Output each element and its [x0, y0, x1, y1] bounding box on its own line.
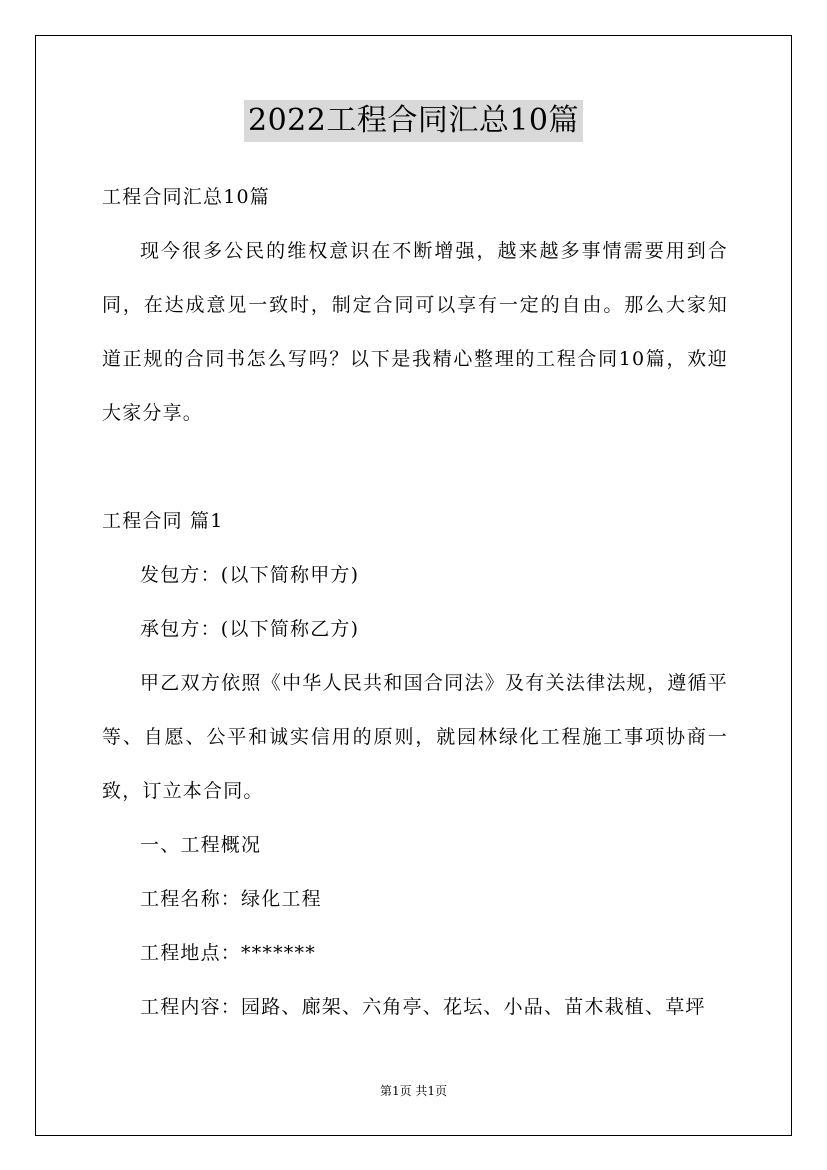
project-name-line: 工程名称：绿化工程 — [140, 888, 322, 910]
page-footer — [0, 1083, 827, 1099]
document-title: 2022工程合同汇总10篇 — [244, 100, 583, 142]
overview-heading: 一、工程概况 — [140, 834, 262, 856]
intro-paragraph: 现今很多公民的维权意识在不断增强，越来越多事情需要用到合同，在达成意见一致时，制定合同可以享有一定的自由。那么大家知道正规的合同书怎么写吗？以下是我精心整理的工程合同10篇，欢迎大家分享。 — [102, 240, 728, 424]
project-content-line: 工程内容：园路、廊架、六角亭、花坛、小品、苗木栽植、草坪 — [140, 996, 706, 1018]
document-subtitle: 工程合同汇总10篇 — [102, 186, 270, 208]
document-body — [102, 170, 728, 1034]
project-location-line: 工程地点：******* — [140, 942, 316, 964]
section-heading: 工程合同 篇1 — [102, 510, 224, 532]
party-b-line: 承包方：(以下简称乙方) — [140, 618, 360, 640]
blank-line — [102, 440, 728, 494]
agreement-paragraph: 甲乙双方依照《中华人民共和国合同法》及有关法律法规，遵循平等、自愿、公平和诚实信用的原则，就园林绿化工程施工事项协商一致，订立本合同。 — [102, 672, 728, 802]
party-a-line: 发包方：(以下简称甲方) — [140, 564, 360, 586]
title-container — [0, 100, 827, 142]
page-number: 第1页 共1页 — [379, 1084, 448, 1098]
